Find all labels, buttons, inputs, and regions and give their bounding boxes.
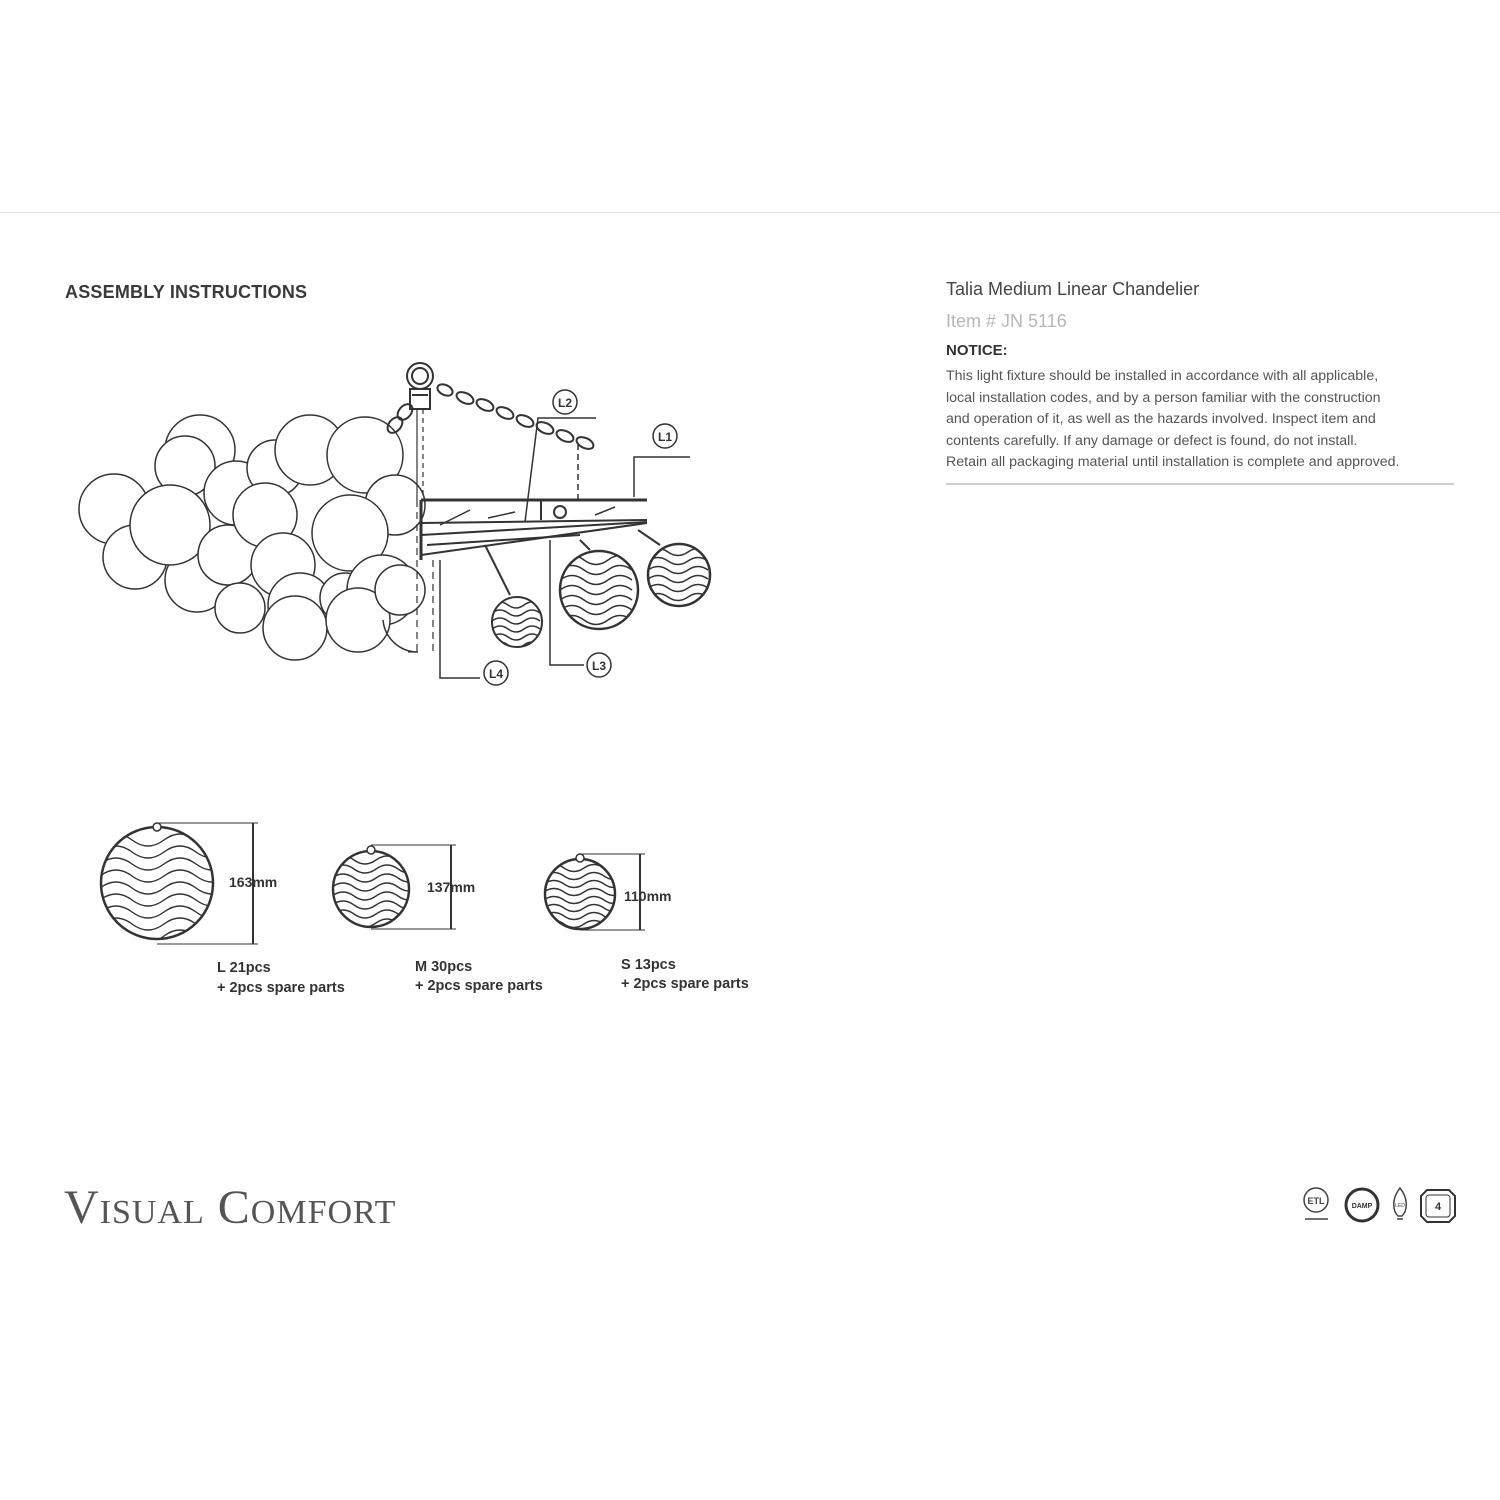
hanging-chain bbox=[385, 363, 596, 500]
hanging-globes bbox=[485, 530, 710, 648]
etl-listed-icon bbox=[1304, 1188, 1328, 1219]
label: DAMP bbox=[1351, 1203, 1373, 1210]
label: ETL bbox=[1307, 1196, 1325, 1206]
globe-cluster bbox=[79, 415, 425, 660]
callout-l2-label: L2 bbox=[557, 396, 573, 410]
callout-l3-label: L3 bbox=[591, 659, 607, 673]
callout-l1 bbox=[653, 424, 677, 448]
callout-l2 bbox=[553, 390, 577, 414]
notice-line: and operation of it, as well as the hazards involved. Inspect item and bbox=[946, 411, 1376, 428]
product-name: Talia Medium Linear Chandelier bbox=[946, 279, 1200, 299]
part-medium-qty: M 30pcs bbox=[415, 959, 473, 975]
callout-l4-label: L4 bbox=[488, 667, 504, 681]
led-bulb-icon bbox=[1394, 1188, 1407, 1219]
part-medium-dimension: 137mm bbox=[427, 879, 476, 895]
damp-rated-icon bbox=[1346, 1189, 1378, 1221]
brand-logo: Visual Comfort bbox=[64, 1181, 397, 1234]
callout-l1-label: L1 bbox=[657, 430, 673, 444]
fixture-frame bbox=[408, 500, 647, 652]
label: 4 bbox=[1434, 1201, 1442, 1213]
item-number: Item # JN 5116 bbox=[946, 311, 1067, 331]
label: LED bbox=[1395, 1203, 1405, 1209]
part-small-dimension: 110mm bbox=[624, 888, 672, 904]
part-small-spare: + 2pcs spare parts bbox=[621, 976, 749, 992]
bulb-count-icon bbox=[1421, 1190, 1455, 1222]
callout-l4 bbox=[484, 661, 508, 685]
section-title: ASSEMBLY INSTRUCTIONS bbox=[65, 282, 308, 302]
notice-line: contents carefully. If any damage or defect is found, do not install. bbox=[946, 432, 1358, 449]
part-large-dimension: 163mm bbox=[229, 874, 278, 890]
part-large-spare: + 2pcs spare parts bbox=[217, 980, 345, 996]
part-large-qty: L 21pcs bbox=[217, 960, 271, 976]
notice-label: NOTICE: bbox=[946, 342, 1008, 359]
notice-line: Retain all packaging material until installation is complete and approved. bbox=[946, 454, 1400, 471]
notice-line: This light fixture should be installed in accordance with all applicable, bbox=[946, 368, 1379, 384]
notice-line: local installation codes, and by a person familiar with the construction bbox=[946, 389, 1381, 406]
part-medium-spare: + 2pcs spare parts bbox=[415, 978, 543, 994]
callout-l3 bbox=[587, 653, 611, 677]
part-small-qty: S 13pcs bbox=[621, 957, 676, 973]
